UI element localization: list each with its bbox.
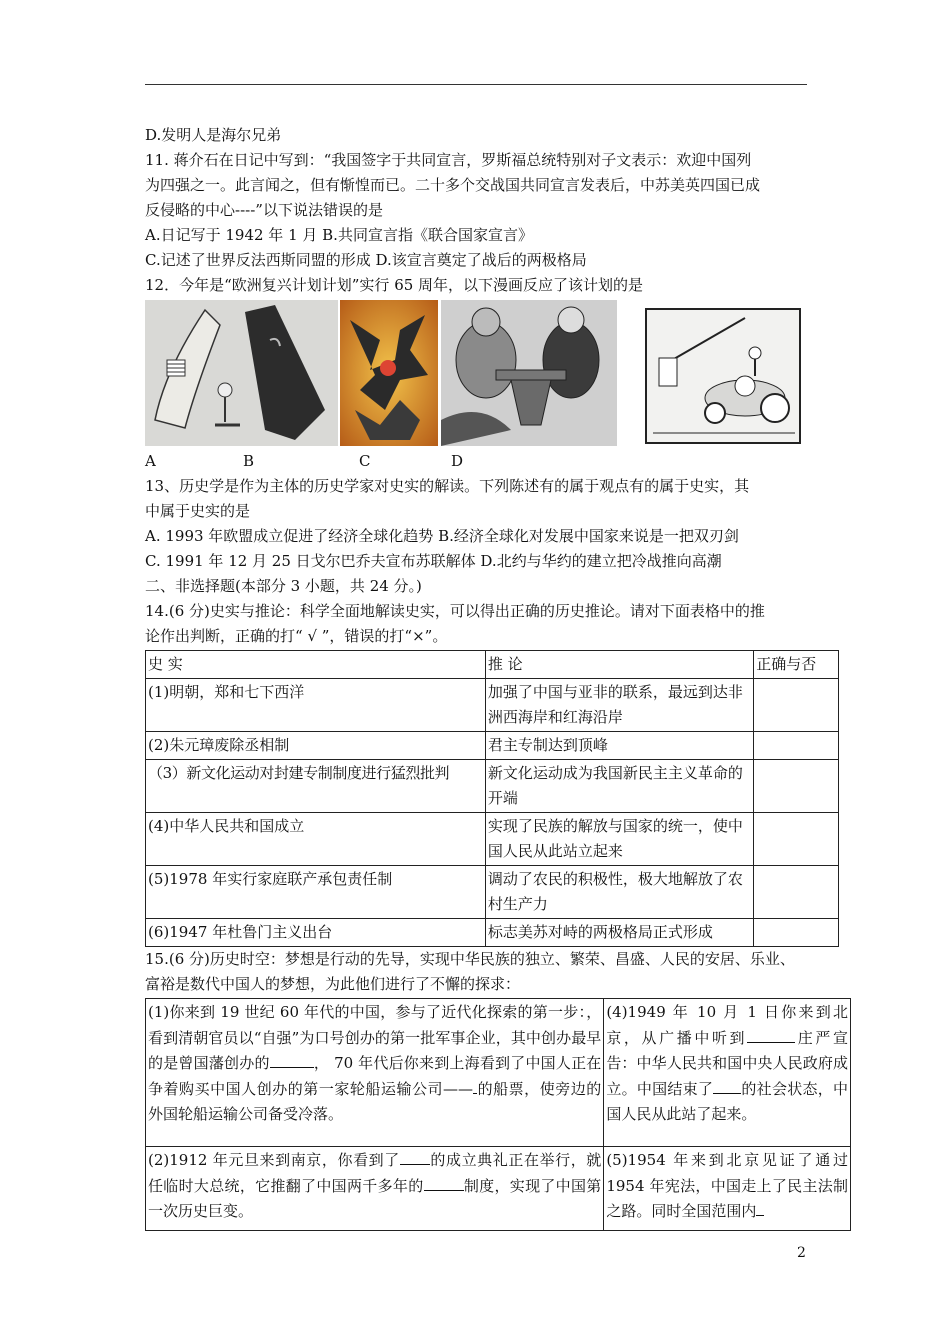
table-row (146, 919, 839, 947)
text-line: 12．今年是“欧洲复兴计划计划”实行 65 周年，以下漫画反应了该计划的是 (145, 276, 644, 294)
cartoon-b-image (340, 300, 438, 446)
table-row (146, 732, 839, 760)
table-row (146, 813, 839, 866)
table-row (146, 999, 851, 1147)
cell-text: 的成立典礼正在举行，就任临时大总统，它推翻了中国两千多年的 (148, 1151, 602, 1195)
judgment-cell[interactable] (754, 866, 839, 919)
question-cell-1 (146, 999, 604, 1147)
cell-text: 的船票，使旁边的外国轮船运输公司备受冷落。 (148, 1079, 602, 1123)
inference-cell: 加强了中国与亚非的联系，最远到达非洲西海岸和红海沿岸 (485, 679, 753, 732)
judgment-cell[interactable] (754, 732, 839, 760)
cartoon-row (145, 300, 810, 448)
cell-text: (5)1954 年来到北京见证了通过 1954 年宪法，中国走上了民主法制之路。同时全国范围内 (606, 1151, 848, 1220)
table-header: 推 论 (485, 651, 753, 679)
table-row (146, 679, 839, 732)
judgment-cell[interactable] (754, 679, 839, 732)
judgment-cell[interactable] (754, 813, 839, 866)
choice-letter: D (451, 452, 464, 470)
inference-cell: 标志美苏对峙的两极格局正式形成 (485, 919, 753, 947)
question-cell-5 (604, 1147, 851, 1231)
choice-letter: A (145, 452, 156, 470)
text-line: 11. 蒋介石在日记中写到：“我国签字于共同宣言，罗斯福总统特别对子文表示：欢迎中国列 (145, 151, 752, 169)
text-line: D.发明人是海尔兄弟 (145, 126, 282, 144)
answer-blank[interactable] (400, 1148, 430, 1165)
cell-text: ， 70 年代后你来到上海看到了中国人正在争着购买中国人创办的第一家轮船运输公司—— (148, 1054, 602, 1098)
table-header: 正确与否 (754, 651, 839, 679)
table-header-row (146, 651, 839, 679)
cell-text: 的社会状态，中国人民从此站了起来。 (606, 1079, 848, 1123)
table-row (146, 866, 839, 919)
text-line: 中属于史实的是 (145, 502, 251, 520)
inference-cell: 君主专制达到顶峰 (485, 732, 753, 760)
question-cell-4 (604, 999, 851, 1147)
cell-text: (1)你来到 19 世纪 60 年代的中国，参与了近代化探索的第一步：，看到清朝官员以“自强”为口号创办的第一批军事企业，其中创办最早的是曾国藩创办的 (148, 1003, 602, 1072)
answer-blank[interactable] (747, 1026, 795, 1043)
inference-cell: 实现了民族的解放与国家的统一，使中国人民从此站立起来 (485, 813, 753, 866)
choice-letter: B (243, 452, 255, 470)
fact-cell: (1)明朝，郑和七下西洋 (146, 679, 486, 732)
table-row (146, 1147, 851, 1231)
inference-cell: 新文化运动成为我国新民主主义革命的开端 (485, 760, 753, 813)
text-line: 15.(6 分)历史时空：梦想是行动的先导，实现中华民族的独立、繁荣、昌盛、人民的安居、乐业、 (145, 950, 795, 968)
judgment-cell[interactable] (754, 919, 839, 947)
fact-cell: （3）新文化运动对封建专制制度进行猛烈批判 (146, 760, 486, 813)
text-line: 富裕是数代中国人的梦想，为此他们进行了不懈的探求： (145, 975, 521, 993)
cartoon-c-image (441, 300, 617, 446)
section-heading: 二、非选择题(本部分 3 小题，共 24 分。) (145, 577, 422, 595)
cell-text: 制度，实现了中国第一次历史巨变。 (148, 1176, 602, 1220)
fact-inference-table (145, 650, 839, 947)
cartoon-a-image (145, 300, 338, 446)
fact-cell: (5)1978 年实行家庭联产承包责任制 (146, 866, 486, 919)
answer-blank[interactable] (270, 1051, 314, 1068)
cell-text: (4)1949 年 10 月 1 日你来到北京，从广播中听到 (606, 1003, 848, 1047)
cartoon-d-image (645, 308, 801, 444)
fact-cell: (2)朱元璋废除丞相制 (146, 732, 486, 760)
judgment-cell[interactable] (754, 760, 839, 813)
text-line: 反侵略的中心----”以下说法错误的是 (145, 201, 383, 219)
text-line: 论作出判断，正确的打“ √ ”，错误的打“×”。 (145, 627, 448, 645)
fact-cell: (6)1947 年杜鲁门主义出台 (146, 919, 486, 947)
inference-cell: 调动了农民的积极性，极大地解放了农村生产力 (485, 866, 753, 919)
text-line: 13、历史学是作为主体的历史学家对史实的解读。下列陈述有的属于观点有的属于史实，其 (145, 477, 750, 495)
page-number: 2 (797, 1245, 806, 1261)
history-timeline-table (145, 998, 851, 1231)
answer-blank[interactable] (424, 1174, 464, 1191)
text-line: C. 1991 年 12 月 25 日戈尔巴乔夫宣布苏联解体 D.北约与华约的建立把冷战推向高潮 (145, 552, 722, 570)
cell-text: (2)1912 年元旦来到南京，你看到了 (148, 1151, 400, 1169)
fact-cell: (4)中华人民共和国成立 (146, 813, 486, 866)
text-line: 14.(6 分)史实与推论：科学全面地解读史实，可以得出正确的历史推论。请对下面表格中的推 (145, 602, 765, 620)
text-line: C.记述了世界反法西斯同盟的形成 D.该宣言奠定了战后的两极格局 (145, 251, 587, 269)
page-content (145, 123, 848, 1231)
cell-text: 庄严宣告：中华人民共和国中央人民政府成立。中国结束了 (606, 1028, 848, 1098)
answer-blank[interactable] (756, 1199, 764, 1216)
text-line: 为四强之一。此言闻之，但有惭惶而已。二十多个交战国共同宣言发表后，中苏美英四国已成 (145, 176, 761, 194)
text-line: A. 1993 年欧盟成立促进了经济全球化趋势 B.经济全球化对发展中国家来说是一把双刃剑 (145, 527, 739, 545)
text-line: A.日记写于 1942 年 1 月 B.共同宣言指《联合国家宣言》 (145, 226, 533, 244)
table-header: 史 实 (146, 651, 486, 679)
table-row (146, 760, 839, 813)
header-rule (145, 84, 807, 85)
question-cell-2 (146, 1147, 604, 1231)
choice-letters (145, 448, 810, 474)
answer-blank[interactable] (713, 1077, 741, 1094)
choice-letter: C (359, 452, 371, 470)
